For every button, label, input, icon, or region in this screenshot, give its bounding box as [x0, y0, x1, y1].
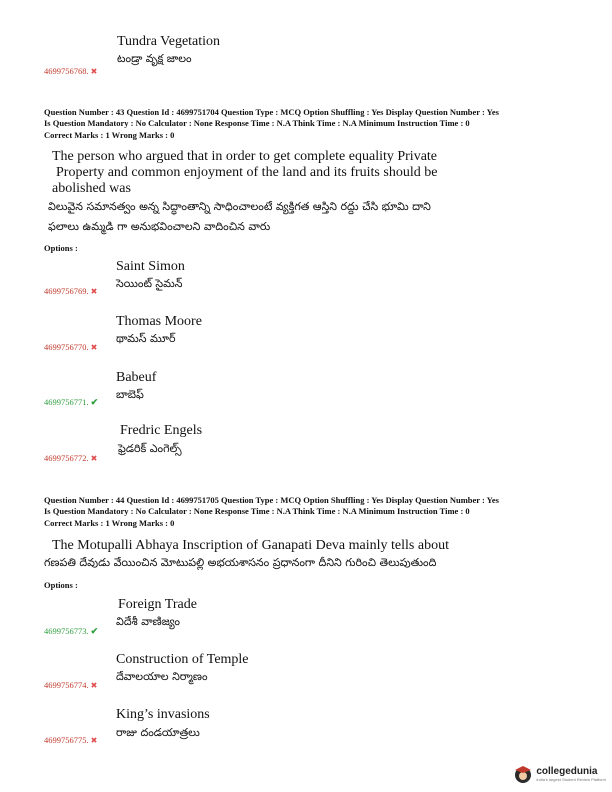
q43-option-1-english: Saint Simon	[116, 259, 185, 274]
q43-option-1-id	[44, 286, 97, 296]
logo-name: collegedunia	[536, 766, 598, 777]
q43-text-line2: Property and common enjoyment of the land and its fruits should be	[56, 165, 438, 180]
q43-option-1-id-text: 4699756769.	[44, 286, 89, 296]
correct-check-icon: ✔	[90, 626, 99, 636]
wrong-mark-icon: ✖	[90, 454, 98, 463]
q44-option-2-id-text: 4699756774.	[44, 680, 89, 690]
q43-option-2-telugu: థామస్ మూర్	[116, 332, 176, 345]
q43-option-2-english: Thomas Moore	[116, 314, 202, 329]
wrong-mark-icon: ✖	[90, 736, 98, 745]
q43-text-line1: The person who argued that in order to get complete equality Private	[52, 149, 438, 164]
wrong-mark-icon: ✖	[90, 343, 98, 352]
q44-option-2-english: Construction of Temple	[116, 652, 249, 667]
q44-option-1-telugu: విదేశీ వాణిజ్యం	[116, 615, 180, 628]
q44-marks: Correct Marks : 1 Wrong Marks : 0	[44, 518, 175, 528]
q43-option-3-id-text: 4699756771.	[44, 397, 89, 407]
q44-option-1-id-text: 4699756773.	[44, 626, 89, 636]
prev-option-english: Tundra Vegetation	[117, 34, 221, 49]
q44-meta-line2: Is Question Mandatory : No Calculator : None Response Time : N.A Think Time : N.A Minimum Instruction Time : 0	[44, 506, 470, 516]
q43-text-line3: abolished was	[52, 181, 131, 196]
q44-option-3-english: King’s invasions	[116, 707, 210, 722]
prev-option-id-text: 4699756768.	[44, 66, 89, 76]
q43-marks: Correct Marks : 1 Wrong Marks : 0	[44, 130, 175, 140]
q44-meta-line1: Question Number : 44 Question Id : 4699751705 Question Type : MCQ Option Shuffling : Yes Display Question Number : Yes	[44, 495, 499, 505]
q43-telugu-line1: విలువైన సమానత్వం అన్న సిద్ధాంతాన్ని సాధించాలంటే వ్యక్తిగత ఆస్తిని రద్దు చేసి భూమి దాని	[48, 200, 431, 213]
q43-meta-line2: Is Question Mandatory : No Calculator : None Response Time : N.A Think Time : N.A Minimum Instruction Time : 0	[44, 118, 470, 128]
q43-option-2-id-text: 4699756770.	[44, 342, 89, 352]
collegedunia-logo	[513, 764, 606, 784]
q44-options-label: Options :	[44, 580, 78, 590]
q43-option-4-english: Fredric Engels	[120, 423, 203, 438]
wrong-mark-icon: ✖	[90, 67, 98, 76]
q44-option-1-english: Foreign Trade	[118, 597, 197, 612]
wrong-mark-icon: ✖	[90, 681, 98, 690]
q44-option-3-telugu: రాజు దండయాత్రలు	[116, 726, 200, 739]
logo-tagline: India's largest Student Review Platform	[536, 777, 606, 782]
graduate-icon	[513, 764, 533, 784]
q43-options-label: Options :	[44, 243, 78, 253]
q43-meta-line1: Question Number : 43 Question Id : 4699751704 Question Type : MCQ Option Shuffling : Yes Display Question Number : Yes	[44, 107, 499, 117]
q43-option-3-english: Babeuf	[116, 370, 157, 385]
prev-option-telugu: టండ్రా వృక్ష జాలం	[117, 52, 192, 65]
q43-option-3-id	[44, 397, 98, 408]
wrong-mark-icon: ✖	[90, 287, 98, 296]
q44-option-3-id-text: 4699756775.	[44, 735, 89, 745]
q44-option-2-id	[44, 680, 97, 690]
q43-option-4-id-text: 4699756772.	[44, 453, 89, 463]
q44-option-2-telugu: దేవాలయాల నిర్మాణం	[116, 670, 208, 683]
q43-option-4-id	[44, 453, 97, 463]
q44-option-3-id	[44, 735, 97, 745]
q43-option-1-telugu: సెయింట్ సైమన్	[116, 277, 183, 290]
q44-option-1-id	[44, 626, 98, 637]
q43-option-4-telugu: ఫ్రెడరిక్ ఎంగెల్స్	[118, 442, 182, 455]
correct-check-icon: ✔	[90, 397, 99, 407]
q43-telugu-line2: ఫలాలు ఉమ్మడి గా అనుభవించాలని వాదించిన వారు	[48, 220, 271, 233]
q44-telugu-line1: గణపతి దేవుడు వేయించిన మోటుపల్లి అభయశాసనం ప్రధానంగా దీనిని గురించి తెలుపుతుంది	[44, 556, 437, 569]
q43-option-2-id	[44, 342, 97, 352]
q44-text-line1: The Motupalli Abhaya Inscription of Ganapati Deva mainly tells about	[52, 538, 449, 553]
prev-option-id	[44, 66, 97, 76]
q43-option-3-telugu: బాబెఫ్	[116, 388, 144, 401]
